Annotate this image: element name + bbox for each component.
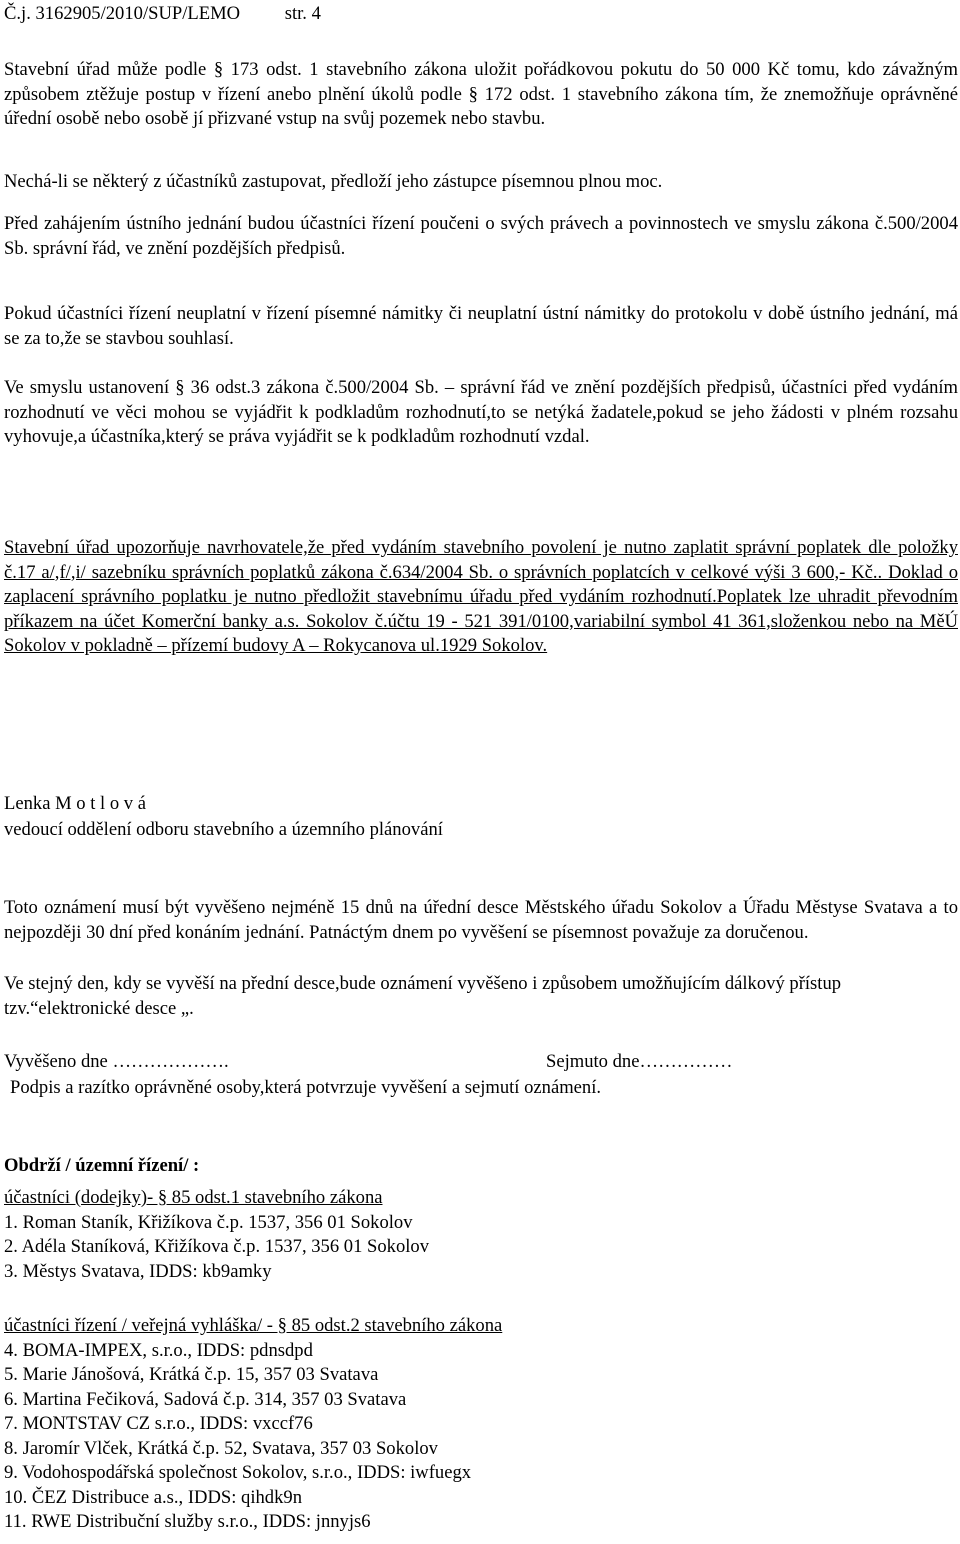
- page-number: str. 4: [284, 3, 321, 24]
- posting-dates-line: [4, 1050, 958, 1076]
- paragraph-instruction: Před zahájením ústního jednání budou účastníci řízení poučeni o svých právech a povinnostech ve smyslu zákona č.500/2004 Sb. správní řád, ve znění pozdějších předpisů.: [4, 213, 958, 259]
- notice-electronic-board: Ve stejný den, kdy se vyvěší na přední desce,bude oznámení vyvěšeno i způsobem umožňujícím dálkový přístup tzv.“elektronické desce „.: [4, 973, 842, 1019]
- signature-stamp-note: Podpis a razítko oprávněné osoby,která potvrzuje vyvěšení a sejmutí oznámení.: [10, 1077, 602, 1098]
- list-item: 11. RWE Distribuční služby s.r.o., IDDS: jnnyjs6: [4, 1511, 371, 1532]
- list-item: 8. Jaromír Vlček, Krátká č.p. 52, Svatava, 357 03 Sokolov: [4, 1437, 438, 1459]
- signature-title: vedoucí oddělení odboru stavebního a územního plánování: [4, 819, 443, 840]
- recipients-group-1-title: účastníci (dodejky)- § 85 odst.1 stavebního zákona: [4, 1187, 383, 1208]
- notice-posting-paragraph: Toto oznámení musí být vyvěšeno nejméně 15 dnů na úřední desce Městského úřadu Sokolov a Úřadu Městyse Svatava a to nejpozději 30 dní před konáním jednání. Patnáctým dnem po vyvěšení se písemnost považuje za doručenou.: [4, 897, 958, 943]
- recipients-group-1: [4, 1186, 958, 1284]
- paragraph-fine-notice: Stavební úřad může podle § 173 odst. 1 stavebního zákona uložit pořádkovou pokutu do 50 000 Kč tomu, kdo závažným způsobem ztěžuje postup v řízení anebo plnění úkolů podle § 172 odst. 1 stavebního zákona tím, že znemožňuje oprávněné úřední osobě nebo osobě jí přizvané vstup na svůj pozemek nebo stavbu.: [4, 59, 958, 129]
- page-header: [4, 2, 958, 27]
- reference-number: Č.j. 3162905/2010/SUP/LEMO: [4, 3, 241, 24]
- recipients-group-2: [4, 1314, 958, 1535]
- list-item: 10. ČEZ Distribuce a.s., IDDS: qihdk9n: [4, 1486, 302, 1508]
- paragraph-statement-right: Ve smyslu ustanovení § 36 odst.3 zákona č.500/2004 Sb. – správní řád ve znění pozdějších předpisů, účastníci před vydáním rozhodnutí ve věci mohou se vyjádřit k podkladům rozhodnutí,to se netýká žadatele,pokud se jeho žádosti v plném rozsahu vyhovuje,a účastníka,který se práva vyjádřit se k podkladům rozhodnutí vzdal.: [4, 377, 958, 447]
- recipients-group-2-title: účastníci řízení / veřejná vyhláška/ - § 85 odst.2 stavebního zákona: [4, 1315, 503, 1336]
- list-item: 5. Marie Jánošová, Krátká č.p. 15, 357 03 Svatava: [4, 1364, 379, 1385]
- list-item: 2. Adéla Staníková, Křižíkova č.p. 1537, 356 01 Sokolov: [4, 1236, 430, 1257]
- paragraph-fee-notice: Stavební úřad upozorňuje navrhovatele,že před vydáním stavebního povolení je nutno zaplatit správní poplatek dle položky č.17 a/,f/,i/ sazebníku správních poplatků zákona č.634/2004 Sb. o správních poplatcích v celkové výši 3 600,- Kč.. Doklad o zaplacení správního poplatku je nutno předložit stavebnímu úřadu před vydáním rozhodnutí.Poplatek lze uhradit převodním příkazem na účet Komerční banky a.s. Sokolov č.účtu 19 - 521 391/0100,variabilní symbol 41 361,složenkou nebo na MěÚ Sokolov v pokladně – přízemí budovy A – Rokycanova ul.1929 Sokolov.: [4, 537, 958, 656]
- list-item: 4. BOMA-IMPEX, s.r.o., IDDS: pdnsdpd: [4, 1339, 313, 1361]
- paragraph-objections: Pokud účastníci řízení neuplatní v řízení písemné námitky či neuplatní ústní námitky do protokolu v době ústního jednání, má se za to,že se stavbou souhlasí.: [4, 303, 958, 349]
- paragraph-representation: Nechá-li se některý z účastníků zastupovat, předloží jeho zástupce písemnou plnou moc.: [4, 171, 663, 192]
- list-item: 3. Městys Svatava, IDDS: kb9amky: [4, 1260, 272, 1282]
- list-item: 7. MONTSTAV CZ s.r.o., IDDS: vxccf76: [4, 1413, 313, 1434]
- signature-name: Lenka M o t l o v á: [4, 793, 147, 814]
- list-item: 1. Roman Staník, Křižíkova č.p. 1537, 356 01 Sokolov: [4, 1211, 413, 1233]
- removed-date-field: Sejmuto dne……………: [546, 1051, 733, 1072]
- list-item: 9. Vodohospodářská společnost Sokolov, s.r.o., IDDS: iwfuegx: [4, 1462, 472, 1483]
- recipients-heading: Obdrží / územní řízení/ :: [4, 1155, 200, 1176]
- posted-date-field: Vyvěšeno dne ……………….: [4, 1051, 229, 1072]
- list-item: 6. Martina Fečiková, Sadová č.p. 314, 357 03 Svatava: [4, 1388, 407, 1410]
